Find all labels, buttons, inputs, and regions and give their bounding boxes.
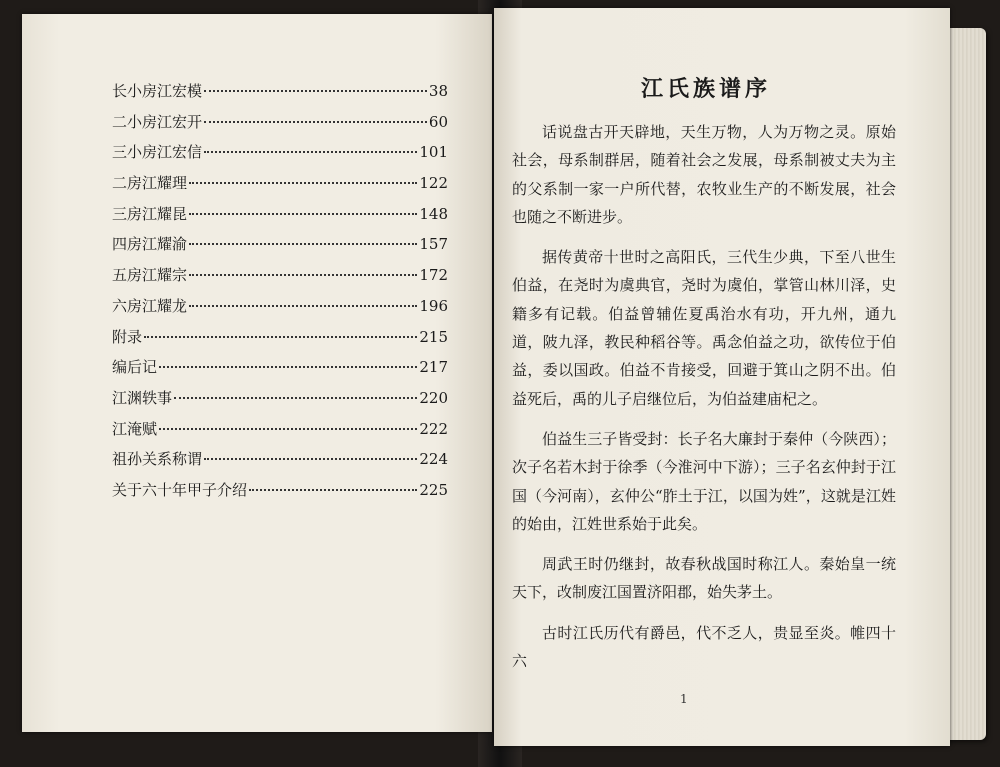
toc-entry-page: 220 — [419, 388, 448, 407]
toc-leader-dots — [249, 489, 417, 491]
toc-entry — [112, 172, 448, 203]
toc-leader-dots — [189, 274, 417, 276]
preface-paragraph: 周武王时仍继封，故春秋战国时称江人。秦始皇一统天下，改制废江国置济阳郡，始失茅土。 — [512, 555, 896, 602]
toc-entry — [112, 203, 448, 234]
toc-leader-dots — [204, 121, 427, 123]
toc-entry-page: 225 — [419, 480, 448, 499]
toc-entry — [112, 326, 448, 357]
toc-entry-title: 长小房江宏模 — [112, 82, 203, 100]
preface-paragraph: 伯益生三子皆受封：长子名大廉封于秦仲（今陕西）；次子名若木封于徐季（今淮河中下游）；三子名玄仲封于江国（今河南），玄仲公“胙土于江，以国为姓”，这就是江姓的始由，江姓世系始于此矣。 — [512, 429, 896, 533]
toc-entry-title: 四房江耀渝 — [112, 235, 188, 254]
preface-body — [512, 118, 896, 687]
toc-entry — [112, 141, 448, 172]
toc-entry — [112, 111, 448, 142]
toc-leader-dots — [189, 213, 417, 215]
toc-entry-page: 60 — [428, 112, 448, 131]
toc-leader-dots — [189, 182, 417, 184]
preface-paragraph: 据传黄帝十世时之高阳氏，三代生少典，下至八世生伯益，在尧时为虞典官，尧时为虞伯，掌管山林川泽，史籍多有记载。伯益曾辅佐夏禹治水有功，开九州，通九道，陂九泽，教民种稻谷等。禹念伯益之功，欲传位于伯益，委以国政。伯益不肯接受，回避于箕山之阴不出。伯益死后，禹的儿子启继位后，为伯益建庙杞之。 — [512, 248, 896, 408]
preface-paragraph: 古时江氏历代有爵邑，代不乏人，贵显至炎。帷四十六 — [512, 623, 896, 671]
toc-entry-page: 215 — [419, 327, 448, 346]
toc-entry — [112, 418, 448, 449]
toc-entry — [112, 479, 448, 510]
preface-paragraph: 话说盘古开天辟地，天生万物，人为万物之灵。原始社会，母系制群居，随着社会之发展，母系制被丈夫为主的父系制一家一户所代替，农牧业生产的不断发展，社会也随之不断进步。 — [512, 123, 896, 226]
toc-entry-title: 附录 — [112, 327, 143, 346]
toc-leader-dots — [174, 397, 417, 399]
toc-entry-page: 224 — [419, 450, 448, 469]
toc-leader-dots — [204, 90, 427, 92]
toc-entry — [112, 295, 448, 326]
toc-entry-page: 172 — [419, 266, 448, 285]
page-number: 1 — [680, 692, 688, 706]
toc-leader-dots — [159, 366, 417, 368]
toc-entry-page: 196 — [419, 296, 448, 315]
table-of-contents — [112, 80, 448, 510]
toc-leader-dots — [159, 428, 417, 430]
toc-entry — [112, 80, 448, 111]
toc-leader-dots — [189, 305, 417, 307]
toc-entry-title: 二小房江宏开 — [112, 112, 203, 131]
toc-entry-page: 101 — [419, 143, 448, 162]
toc-entry-title: 关于六十年甲子介绍 — [112, 480, 248, 499]
toc-leader-dots — [204, 151, 417, 153]
toc-entry — [112, 448, 448, 479]
toc-entry-title: 江渊轶事 — [112, 388, 173, 407]
toc-entry-title: 祖孙关系称谓 — [112, 450, 203, 469]
toc-entry — [112, 233, 448, 264]
toc-leader-dots — [144, 336, 417, 338]
toc-entry-title: 编后记 — [112, 358, 158, 377]
toc-entry-page: 38 — [428, 82, 448, 100]
toc-entry — [112, 356, 448, 387]
toc-entry-page: 157 — [419, 235, 448, 254]
preface-title: 江氏族谱序 — [640, 76, 771, 102]
toc-entry-page: 217 — [419, 358, 448, 377]
toc-entry-title: 三小房江宏信 — [112, 143, 203, 162]
toc-entry-page: 122 — [419, 174, 448, 193]
toc-entry-title: 五房江耀宗 — [112, 266, 188, 285]
toc-entry-page: 222 — [419, 419, 448, 438]
toc-entry — [112, 387, 448, 418]
toc-entry-title: 六房江耀龙 — [112, 296, 188, 315]
toc-entry-title: 江淹赋 — [112, 419, 158, 438]
toc-entry-title: 二房江耀理 — [112, 174, 188, 193]
toc-leader-dots — [204, 458, 417, 460]
toc-leader-dots — [189, 243, 417, 245]
toc-entry — [112, 264, 448, 295]
toc-entry-page: 148 — [419, 204, 448, 223]
toc-entry-title: 三房江耀昆 — [112, 204, 188, 223]
